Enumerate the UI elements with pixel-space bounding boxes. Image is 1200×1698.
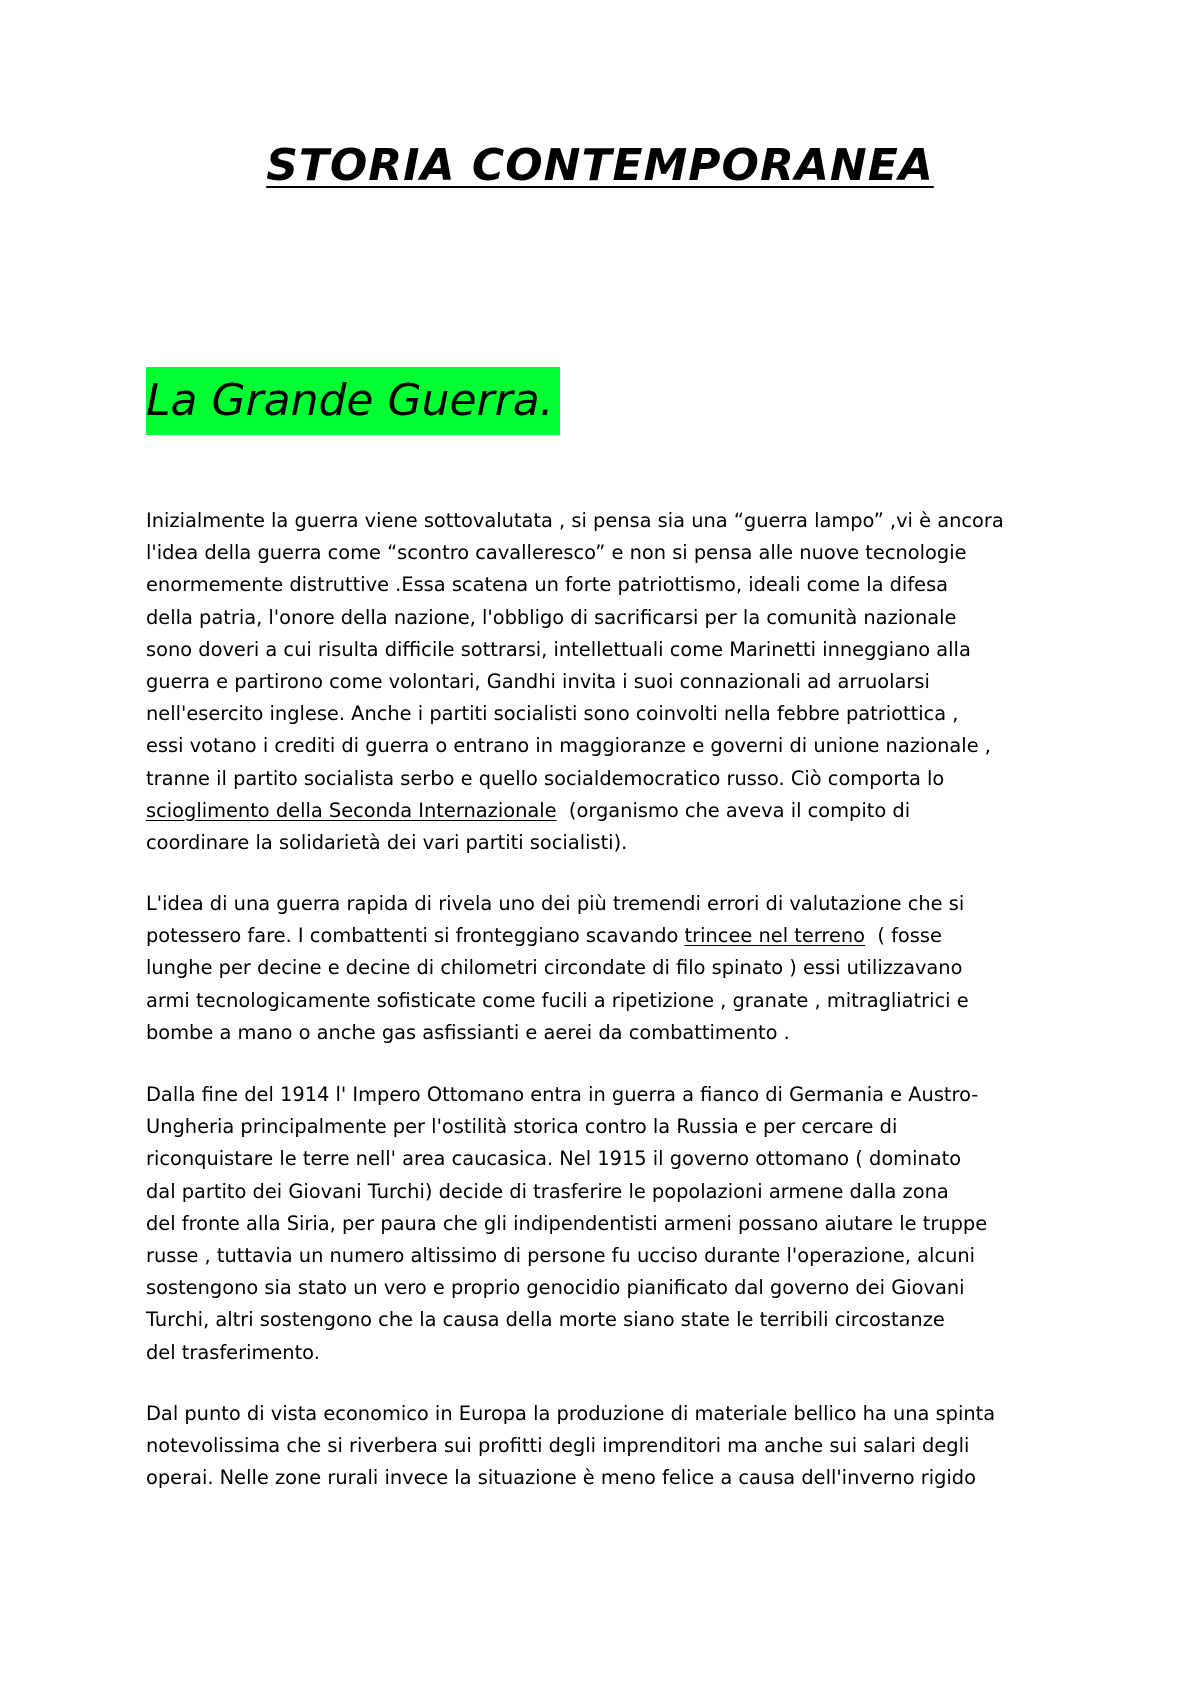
paragraph-line: sostengono sia stato un vero e proprio genocidio pianificato dal governo dei Giovani bbox=[146, 1276, 965, 1300]
paragraph-line: Dal punto di vista economico in Europa la produzione di materiale bellico ha una spinta bbox=[146, 1402, 996, 1425]
paragraph-line: sono doveri a cui risulta difficile sottrarsi, intellettuali come Marinetti inneggiano alla bbox=[146, 637, 971, 661]
paragraph-line: della patria, l'onore della nazione, l'obbligo di sacrificarsi per la comunità nazionale bbox=[146, 605, 957, 629]
paragraph-line: essi votano i crediti di guerra o entrano in maggioranze e governi di unione nazionale , bbox=[146, 734, 991, 758]
paragraph-line: enormemente distruttive .Essa scatena un forte patriottismo, ideali come la difesa bbox=[146, 573, 949, 597]
line-continuation: (organismo che aveva il compito di bbox=[556, 798, 911, 822]
paragraph-line: del fronte alla Siria, per paura che gli indipendentisti armeni possano aiutare le truppe bbox=[146, 1211, 988, 1235]
paragraph-3 bbox=[146, 1079, 1066, 1369]
paragraph-line: notevolissima che si riverbera sui profitti degli imprenditori ma anche sui salari degli bbox=[146, 1434, 970, 1458]
underlined-phrase: trincee nel terreno bbox=[684, 924, 866, 948]
paragraph-line: L'idea di una guerra rapida di rivela uno dei più tremendi errori di valutazione che si bbox=[146, 892, 965, 915]
section-heading-text: La Grande Guerra. bbox=[146, 375, 554, 426]
paragraph-4 bbox=[146, 1398, 1066, 1495]
paragraph-line: russe , tuttavia un numero altissimo di persone fu ucciso durante l'operazione, alcuni bbox=[146, 1244, 976, 1268]
section-heading-highlighted bbox=[146, 367, 560, 435]
paragraph-line: guerra e partirono come volontari, Gandhi invita i suoi connazionali ad arruolarsi bbox=[146, 670, 930, 694]
paragraph-line: Inizialmente la guerra viene sottovalutata , si pensa sia una “guerra lampo” ,vi è ancora bbox=[146, 509, 1004, 532]
paragraph-line: dal partito dei Giovani Turchi) decide di trasferire le popolazioni armene dalla zona bbox=[146, 1179, 949, 1203]
paragraph-line: bombe a mano o anche gas asfissianti e aerei da combattimento . bbox=[146, 1020, 790, 1044]
paragraph-line: Ungheria principalmente per l'ostilità storica contro la Russia e per cercare di bbox=[146, 1115, 898, 1139]
line-start: potessero fare. I combattenti si fronteggiano scavando bbox=[146, 924, 685, 948]
document-title-text: STORIA CONTEMPORANEA bbox=[266, 140, 934, 191]
paragraph-line: Dalla fine del 1914 l' Impero Ottomano entra in guerra a fianco di Germania e Austro- bbox=[146, 1083, 979, 1106]
paragraph-line: l'idea della guerra come “scontro cavalleresco” e non si pensa alle nuove tecnologie bbox=[146, 541, 967, 565]
underlined-phrase: scioglimento della Seconda Internazionale bbox=[146, 798, 557, 822]
paragraph-line: coordinare la solidarietà dei vari partiti socialisti). bbox=[146, 831, 628, 855]
paragraph-line: tranne il partito socialista serbo e quello socialdemocratico russo. Ciò comporta lo bbox=[146, 766, 945, 790]
paragraph-line: del trasferimento. bbox=[146, 1340, 320, 1364]
paragraph-line-with-underline bbox=[146, 795, 1066, 827]
paragraph-line: riconquistare le terre nell' area caucasica. Nel 1915 il governo ottomano ( dominato bbox=[146, 1147, 962, 1171]
paragraph-2 bbox=[146, 888, 1066, 1049]
paragraph-line-with-underline bbox=[146, 920, 1066, 952]
paragraph-1 bbox=[146, 505, 1066, 859]
paragraph-line: armi tecnologicamente sofisticate come fucili a ripetizione , granate , mitragliatrici e bbox=[146, 988, 969, 1012]
paragraph-line: Turchi, altri sostengono che la causa della morte siano state le terribili circostanze bbox=[146, 1308, 945, 1332]
line-continuation: ( fosse bbox=[865, 924, 942, 948]
paragraph-line: operai. Nelle zone rurali invece la situazione è meno felice a causa dell'inverno rigido bbox=[146, 1466, 976, 1490]
paragraph-line: nell'esercito inglese. Anche i partiti socialisti sono coinvolti nella febbre patriottica , bbox=[146, 702, 959, 726]
document-title bbox=[0, 140, 1200, 191]
paragraph-line: lunghe per decine e decine di chilometri circondate di filo spinato ) essi utilizzavano bbox=[146, 956, 963, 980]
